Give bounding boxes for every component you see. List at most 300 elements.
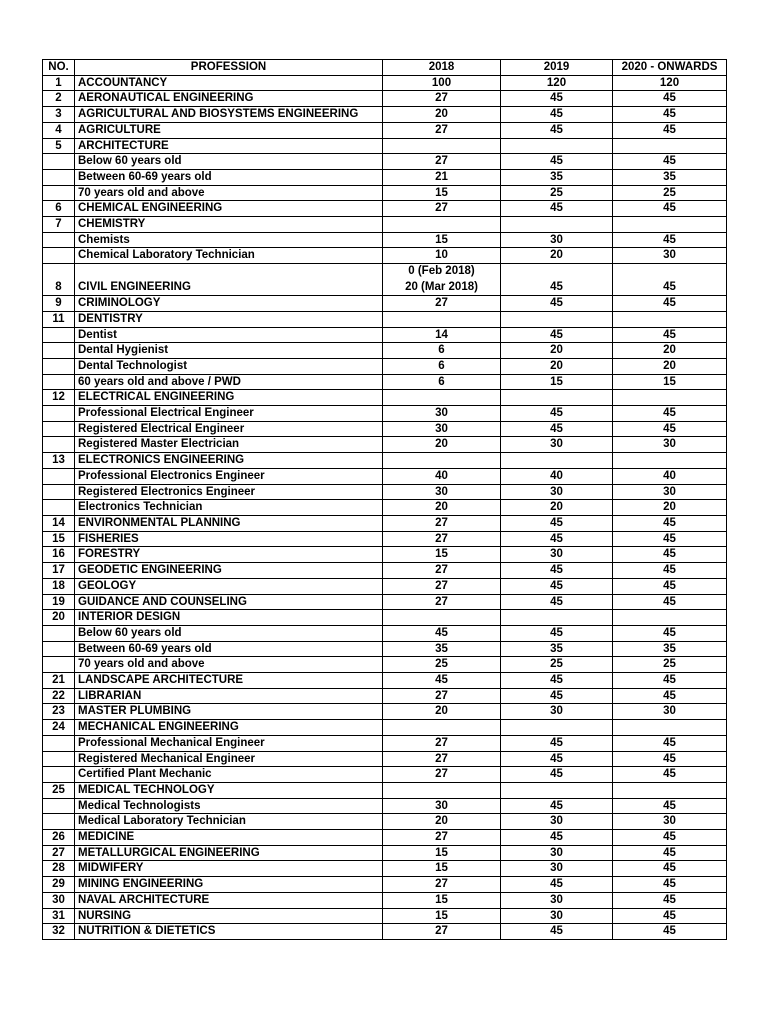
value-2018-cell: 35 xyxy=(383,641,501,657)
profession-cell: MEDICAL TECHNOLOGY xyxy=(75,782,383,798)
row-number-cell xyxy=(43,468,75,484)
value-2019-cell: 45 xyxy=(501,751,613,767)
value-2020-onwards-cell: 45 xyxy=(613,877,727,893)
profession-cell: ELECTRONICS ENGINEERING xyxy=(75,453,383,469)
value-2020-onwards-cell: 35 xyxy=(613,641,727,657)
value-2018-cell: 20 xyxy=(383,704,501,720)
row-number-cell xyxy=(43,327,75,343)
row-number-cell: 31 xyxy=(43,908,75,924)
table-row xyxy=(43,107,727,123)
value-2018-cell: 14 xyxy=(383,327,501,343)
value-2020-onwards-cell: 45 xyxy=(613,107,727,123)
profession-cell: FORESTRY xyxy=(75,547,383,563)
value-2018-cell: 15 xyxy=(383,892,501,908)
row-number-cell xyxy=(43,814,75,830)
table-row xyxy=(43,704,727,720)
value-2019-cell xyxy=(501,311,613,327)
table-row xyxy=(43,908,727,924)
value-2018-cell: 30 xyxy=(383,406,501,422)
table-row xyxy=(43,547,727,563)
row-number-cell: 21 xyxy=(43,673,75,689)
value-2019-cell: 20 xyxy=(501,358,613,374)
value-2019-cell: 45 xyxy=(501,327,613,343)
value-2018-cell: 40 xyxy=(383,468,501,484)
value-2018-cell: 15 xyxy=(383,908,501,924)
value-2020-onwards-cell: 45 xyxy=(613,908,727,924)
row-number-cell xyxy=(43,154,75,170)
row-number-cell: 23 xyxy=(43,704,75,720)
profession-cell: Registered Mechanical Engineer xyxy=(75,751,383,767)
value-2020-onwards-cell: 45 xyxy=(613,201,727,217)
row-number-cell xyxy=(43,641,75,657)
value-2019-cell: 30 xyxy=(501,232,613,248)
value-2018-line: 20 (Mar 2018) xyxy=(405,280,478,293)
value-2020-onwards-cell: 45 xyxy=(613,892,727,908)
value-2020-onwards-cell: 20 xyxy=(613,500,727,516)
profession-cell: Registered Master Electrician xyxy=(75,437,383,453)
cpd-units-table xyxy=(42,59,727,940)
value-2019-cell: 45 xyxy=(501,594,613,610)
value-2019-cell: 45 xyxy=(501,798,613,814)
value-2020-onwards-cell: 45 xyxy=(613,531,727,547)
table-row xyxy=(43,782,727,798)
profession-cell: Dental Technologist xyxy=(75,358,383,374)
value-2019-cell: 45 xyxy=(501,877,613,893)
value-2020-onwards-cell: 35 xyxy=(613,169,727,185)
profession-cell: CHEMICAL ENGINEERING xyxy=(75,201,383,217)
table-row xyxy=(43,924,727,940)
value-2020-onwards-cell: 45 xyxy=(613,798,727,814)
value-2018-cell xyxy=(383,720,501,736)
table-row xyxy=(43,232,727,248)
value-2018-cell: 27 xyxy=(383,91,501,107)
table-row xyxy=(43,138,727,154)
profession-cell: GEODETIC ENGINEERING xyxy=(75,563,383,579)
value-2020-onwards-cell xyxy=(613,610,727,626)
profession-cell: MINING ENGINEERING xyxy=(75,877,383,893)
value-2018-cell: 27 xyxy=(383,877,501,893)
value-2020-onwards-cell: 30 xyxy=(613,704,727,720)
row-number-cell: 1 xyxy=(43,75,75,91)
value-2020-onwards-cell: 120 xyxy=(613,75,727,91)
value-2018-cell xyxy=(383,311,501,327)
value-2018-cell: 45 xyxy=(383,625,501,641)
value-2018-cell xyxy=(383,610,501,626)
value-2019-cell xyxy=(501,390,613,406)
profession-cell: METALLURGICAL ENGINEERING xyxy=(75,845,383,861)
row-number-cell: 8 xyxy=(43,264,75,296)
header-2018: 2018 xyxy=(383,60,501,76)
header-2020-onwards: 2020 - ONWARDS xyxy=(613,60,727,76)
profession-cell: 70 years old and above xyxy=(75,185,383,201)
value-2018-cell: 30 xyxy=(383,484,501,500)
row-number-cell: 26 xyxy=(43,830,75,846)
value-2019-cell: 45 xyxy=(501,421,613,437)
value-2018-cell: 27 xyxy=(383,688,501,704)
table-row xyxy=(43,563,727,579)
profession-cell: MASTER PLUMBING xyxy=(75,704,383,720)
table-row xyxy=(43,343,727,359)
table-row xyxy=(43,122,727,138)
table-row xyxy=(43,248,727,264)
value-2018-cell: 15 xyxy=(383,547,501,563)
row-number-cell: 19 xyxy=(43,594,75,610)
value-2020-onwards-cell: 45 xyxy=(613,735,727,751)
row-number-cell: 16 xyxy=(43,547,75,563)
value-2018-cell: 20 xyxy=(383,437,501,453)
value-2019-cell: 45 xyxy=(501,154,613,170)
row-number-cell: 11 xyxy=(43,311,75,327)
profession-cell: GEOLOGY xyxy=(75,578,383,594)
value-2019-cell: 30 xyxy=(501,814,613,830)
profession-cell: MIDWIFERY xyxy=(75,861,383,877)
value-2019-cell: 30 xyxy=(501,845,613,861)
table-row xyxy=(43,798,727,814)
profession-cell: AERONAUTICAL ENGINEERING xyxy=(75,91,383,107)
table-row xyxy=(43,751,727,767)
table-row xyxy=(43,217,727,233)
value-2019-cell: 45 xyxy=(501,201,613,217)
row-number-cell xyxy=(43,625,75,641)
value-2018-cell: 20 xyxy=(383,107,501,123)
value-2018-cell xyxy=(383,390,501,406)
profession-cell: Chemists xyxy=(75,232,383,248)
table-row xyxy=(43,468,727,484)
value-2020-onwards-cell: 45 xyxy=(613,327,727,343)
value-2018-cell: 27 xyxy=(383,154,501,170)
value-2020-onwards-cell xyxy=(613,782,727,798)
value-2020-onwards-cell: 20 xyxy=(613,358,727,374)
table-row xyxy=(43,406,727,422)
table-body xyxy=(43,75,727,939)
row-number-cell xyxy=(43,421,75,437)
value-2018-cell: 15 xyxy=(383,845,501,861)
value-2018-cell xyxy=(383,453,501,469)
row-number-cell: 27 xyxy=(43,845,75,861)
row-number-cell: 20 xyxy=(43,610,75,626)
profession-cell: Dental Hygienist xyxy=(75,343,383,359)
value-2020-onwards-cell xyxy=(613,138,727,154)
value-2020-onwards-cell: 30 xyxy=(613,484,727,500)
row-number-cell: 18 xyxy=(43,578,75,594)
value-2018-cell: 10 xyxy=(383,248,501,264)
value-2020-onwards-cell: 45 xyxy=(613,232,727,248)
value-2020-onwards-cell: 45 xyxy=(613,688,727,704)
value-2018-cell: 27 xyxy=(383,924,501,940)
value-2020-onwards-cell: 45 xyxy=(613,122,727,138)
value-2020-onwards-cell: 45 xyxy=(613,924,727,940)
profession-cell: ELECTRICAL ENGINEERING xyxy=(75,390,383,406)
table-row xyxy=(43,814,727,830)
profession-cell: Certified Plant Mechanic xyxy=(75,767,383,783)
table-row xyxy=(43,484,727,500)
row-number-cell xyxy=(43,374,75,390)
row-number-cell: 15 xyxy=(43,531,75,547)
profession-cell: ACCOUNTANCY xyxy=(75,75,383,91)
table-row xyxy=(43,185,727,201)
value-2018-cell: 30 xyxy=(383,798,501,814)
value-2020-onwards-cell: 45 xyxy=(613,154,727,170)
row-number-cell: 6 xyxy=(43,201,75,217)
value-2019-cell: 45 xyxy=(501,264,613,296)
value-2020-onwards-cell: 45 xyxy=(613,594,727,610)
profession-cell: Below 60 years old xyxy=(75,625,383,641)
row-number-cell: 9 xyxy=(43,296,75,312)
table-row xyxy=(43,358,727,374)
table-row xyxy=(43,877,727,893)
table-row xyxy=(43,515,727,531)
value-2019-cell: 45 xyxy=(501,830,613,846)
value-2019-cell: 45 xyxy=(501,515,613,531)
value-2018-cell: 30 xyxy=(383,421,501,437)
value-2019-cell: 35 xyxy=(501,641,613,657)
profession-cell: NUTRITION & DIETETICS xyxy=(75,924,383,940)
row-number-cell xyxy=(43,735,75,751)
value-2020-onwards-cell: 40 xyxy=(613,468,727,484)
table-row xyxy=(43,578,727,594)
table-row xyxy=(43,892,727,908)
table-row xyxy=(43,201,727,217)
value-2019-cell: 45 xyxy=(501,625,613,641)
row-number-cell: 12 xyxy=(43,390,75,406)
value-2020-onwards-cell: 15 xyxy=(613,374,727,390)
value-2020-onwards-cell: 45 xyxy=(613,625,727,641)
value-2018-cell: 6 xyxy=(383,374,501,390)
profession-cell: Electronics Technician xyxy=(75,500,383,516)
table-row xyxy=(43,437,727,453)
value-2019-cell: 45 xyxy=(501,107,613,123)
value-2018-cell: 27 xyxy=(383,751,501,767)
value-2020-onwards-cell: 45 xyxy=(613,264,727,296)
value-2018-cell xyxy=(383,217,501,233)
value-2019-cell: 20 xyxy=(501,343,613,359)
table-row xyxy=(43,453,727,469)
value-2019-cell: 45 xyxy=(501,673,613,689)
table-row xyxy=(43,296,727,312)
value-2019-cell: 30 xyxy=(501,908,613,924)
table-row xyxy=(43,720,727,736)
row-number-cell xyxy=(43,358,75,374)
row-number-cell: 7 xyxy=(43,217,75,233)
value-2020-onwards-cell: 45 xyxy=(613,296,727,312)
profession-cell: LIBRARIAN xyxy=(75,688,383,704)
profession-cell: ARCHITECTURE xyxy=(75,138,383,154)
value-2019-cell xyxy=(501,782,613,798)
profession-cell: Between 60-69 years old xyxy=(75,641,383,657)
table-row xyxy=(43,641,727,657)
value-2019-cell: 45 xyxy=(501,122,613,138)
profession-cell: INTERIOR DESIGN xyxy=(75,610,383,626)
value-2018-cell xyxy=(383,782,501,798)
table-row xyxy=(43,390,727,406)
value-2018-cell: 15 xyxy=(383,185,501,201)
value-2018-cell: 6 xyxy=(383,358,501,374)
value-2020-onwards-cell: 30 xyxy=(613,437,727,453)
value-2020-onwards-cell: 45 xyxy=(613,845,727,861)
row-number-cell xyxy=(43,248,75,264)
table-row xyxy=(43,154,727,170)
profession-cell: NAVAL ARCHITECTURE xyxy=(75,892,383,908)
table-row xyxy=(43,657,727,673)
value-2019-cell: 30 xyxy=(501,547,613,563)
profession-cell: ENVIRONMENTAL PLANNING xyxy=(75,515,383,531)
value-2020-onwards-cell: 30 xyxy=(613,814,727,830)
profession-cell: CIVIL ENGINEERING xyxy=(75,264,383,296)
value-2018-cell: 21 xyxy=(383,169,501,185)
table-row xyxy=(43,845,727,861)
row-number-cell: 14 xyxy=(43,515,75,531)
value-2020-onwards-cell: 25 xyxy=(613,657,727,673)
value-2020-onwards-cell xyxy=(613,390,727,406)
value-2020-onwards-cell: 45 xyxy=(613,830,727,846)
row-number-cell xyxy=(43,767,75,783)
value-2020-onwards-cell: 45 xyxy=(613,673,727,689)
profession-cell: 60 years old and above / PWD xyxy=(75,374,383,390)
value-2019-cell xyxy=(501,453,613,469)
value-2020-onwards-cell: 45 xyxy=(613,406,727,422)
row-number-cell xyxy=(43,657,75,673)
value-2018-line: 0 (Feb 2018) xyxy=(408,265,475,278)
profession-cell: CRIMINOLOGY xyxy=(75,296,383,312)
header-profession: PROFESSION xyxy=(75,60,383,76)
profession-cell: DENTISTRY xyxy=(75,311,383,327)
profession-cell: Professional Mechanical Engineer xyxy=(75,735,383,751)
value-2019-cell: 45 xyxy=(501,406,613,422)
value-2018-cell: 27 xyxy=(383,201,501,217)
table-row xyxy=(43,500,727,516)
profession-cell: GUIDANCE AND COUNSELING xyxy=(75,594,383,610)
row-number-cell xyxy=(43,500,75,516)
value-2018-cell: 27 xyxy=(383,767,501,783)
table-row xyxy=(43,91,727,107)
profession-cell: Medical Laboratory Technician xyxy=(75,814,383,830)
value-2019-cell: 45 xyxy=(501,91,613,107)
value-2020-onwards-cell: 45 xyxy=(613,861,727,877)
table-row xyxy=(43,673,727,689)
value-2019-cell: 30 xyxy=(501,704,613,720)
value-2020-onwards-cell: 45 xyxy=(613,767,727,783)
row-number-cell: 28 xyxy=(43,861,75,877)
table-row xyxy=(43,610,727,626)
value-2019-cell: 45 xyxy=(501,735,613,751)
value-2020-onwards-cell: 25 xyxy=(613,185,727,201)
value-2018-cell: 100 xyxy=(383,75,501,91)
profession-cell: Registered Electrical Engineer xyxy=(75,421,383,437)
row-number-cell: 24 xyxy=(43,720,75,736)
table-row xyxy=(43,688,727,704)
value-2019-cell: 45 xyxy=(501,296,613,312)
profession-cell: FISHERIES xyxy=(75,531,383,547)
row-number-cell: 32 xyxy=(43,924,75,940)
profession-cell: Below 60 years old xyxy=(75,154,383,170)
value-2020-onwards-cell xyxy=(613,720,727,736)
value-2018-cell: 27 xyxy=(383,594,501,610)
value-2018-cell xyxy=(383,264,501,296)
profession-cell: AGRICULTURE xyxy=(75,122,383,138)
value-2019-cell: 35 xyxy=(501,169,613,185)
value-2018-cell: 27 xyxy=(383,515,501,531)
value-2020-onwards-cell xyxy=(613,217,727,233)
value-2018-cell: 27 xyxy=(383,735,501,751)
profession-cell: Chemical Laboratory Technician xyxy=(75,248,383,264)
row-number-cell xyxy=(43,232,75,248)
row-number-cell: 5 xyxy=(43,138,75,154)
profession-cell: LANDSCAPE ARCHITECTURE xyxy=(75,673,383,689)
row-number-cell: 4 xyxy=(43,122,75,138)
value-2019-cell: 25 xyxy=(501,185,613,201)
value-2019-cell: 45 xyxy=(501,563,613,579)
profession-cell: MEDICINE xyxy=(75,830,383,846)
value-2019-cell xyxy=(501,720,613,736)
value-2019-cell: 45 xyxy=(501,767,613,783)
value-2018-cell: 15 xyxy=(383,232,501,248)
table-row xyxy=(43,625,727,641)
profession-cell: Registered Electronics Engineer xyxy=(75,484,383,500)
table-row xyxy=(43,594,727,610)
profession-cell: Medical Technologists xyxy=(75,798,383,814)
profession-cell: Professional Electrical Engineer xyxy=(75,406,383,422)
value-2020-onwards-cell: 45 xyxy=(613,578,727,594)
value-2019-cell: 30 xyxy=(501,484,613,500)
row-number-cell: 29 xyxy=(43,877,75,893)
profession-cell: CHEMISTRY xyxy=(75,217,383,233)
value-2019-cell: 20 xyxy=(501,500,613,516)
value-2019-cell: 120 xyxy=(501,75,613,91)
value-2018-cell: 27 xyxy=(383,563,501,579)
value-2020-onwards-cell: 30 xyxy=(613,248,727,264)
value-2018-cell xyxy=(383,138,501,154)
table-row xyxy=(43,311,727,327)
row-number-cell xyxy=(43,343,75,359)
value-2018-cell: 27 xyxy=(383,578,501,594)
value-2018-cell: 25 xyxy=(383,657,501,673)
profession-cell: AGRICULTURAL AND BIOSYSTEMS ENGINEERING xyxy=(75,107,383,123)
value-2019-cell xyxy=(501,610,613,626)
value-2019-cell: 25 xyxy=(501,657,613,673)
value-2018-cell: 45 xyxy=(383,673,501,689)
value-2020-onwards-cell: 45 xyxy=(613,563,727,579)
table-row xyxy=(43,421,727,437)
value-2019-cell: 45 xyxy=(501,578,613,594)
row-number-cell xyxy=(43,798,75,814)
profession-cell: NURSING xyxy=(75,908,383,924)
value-2019-cell: 30 xyxy=(501,861,613,877)
row-number-cell: 30 xyxy=(43,892,75,908)
value-2018-cell: 20 xyxy=(383,500,501,516)
value-2019-cell: 45 xyxy=(501,531,613,547)
table-row xyxy=(43,75,727,91)
value-2019-cell: 30 xyxy=(501,437,613,453)
value-2020-onwards-cell: 45 xyxy=(613,547,727,563)
value-2018-cell: 27 xyxy=(383,296,501,312)
value-2019-cell: 20 xyxy=(501,248,613,264)
row-number-cell: 25 xyxy=(43,782,75,798)
header-no: NO. xyxy=(43,60,75,76)
profession-cell: Dentist xyxy=(75,327,383,343)
value-2020-onwards-cell xyxy=(613,453,727,469)
row-number-cell xyxy=(43,169,75,185)
value-2019-cell: 45 xyxy=(501,924,613,940)
value-2020-onwards-cell: 45 xyxy=(613,421,727,437)
value-2020-onwards-cell: 45 xyxy=(613,91,727,107)
value-2018-cell: 27 xyxy=(383,122,501,138)
profession-cell: Professional Electronics Engineer xyxy=(75,468,383,484)
value-2018-cell: 15 xyxy=(383,861,501,877)
value-2019-cell: 15 xyxy=(501,374,613,390)
profession-cell: Between 60-69 years old xyxy=(75,169,383,185)
value-2019-cell: 40 xyxy=(501,468,613,484)
header-row xyxy=(43,60,727,76)
